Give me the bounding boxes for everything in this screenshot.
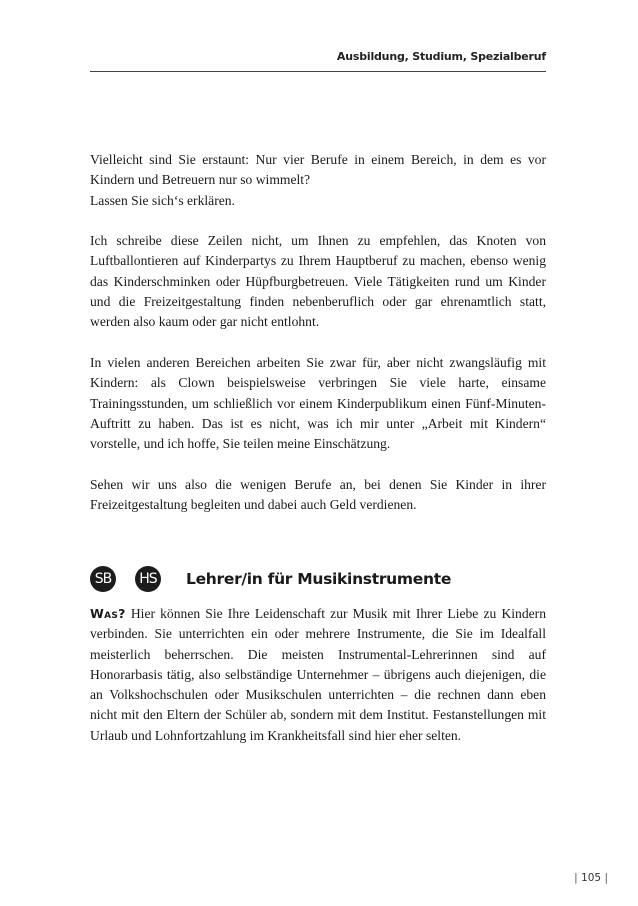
header-divider xyxy=(90,71,546,72)
intro-paragraph-4: Sehen wir uns also die wenigen Berufe an, bei denen Sie Kinder in ihrer Freizeitgestaltung begleiten und dabei auch Geld verdienen. xyxy=(90,476,546,513)
section-heading xyxy=(90,566,546,592)
hs-badge: HS xyxy=(135,566,161,592)
intro-paragraph-2: Ich schreibe diese Zeilen nicht, um Ihnen zu empfehlen, das Knoten von Luftballontieren auf Kinderpartys zu Ihrem Hauptberuf zu machen, ebenso wenig das Kinderschminken oder Hüpfburgbetreuen. Viele Tätigkeiten rund um Kinder und die Freizeitgestaltung finden nebenberuflich oder gar ehrenamtlich statt, werden also kaum oder gar nicht entlohnt. xyxy=(90,233,546,330)
sb-badge: SB xyxy=(90,566,116,592)
intro-sentence-1: Vielleicht sind Sie erstaunt: Nur vier Berufe in einem Bereich, in dem es vor Kindern und Betreuern nur so wimmelt? xyxy=(90,152,546,188)
intro-paragraph-1 xyxy=(90,150,546,211)
running-header: Ausbildung, Studium, Spezialberuf xyxy=(336,50,546,63)
intro-text xyxy=(90,150,546,536)
section-text xyxy=(90,604,546,746)
page-number-value: 105 xyxy=(581,872,602,884)
section-body: Hier können Sie Ihre Leidenschaft zur Musik mit Ihrer Liebe zu Kindern verbinden. Sie unterrichten ein oder mehrere Instrumente, die Sie im Idealfall meisterlich beherrschen. Die meisten Instrumental-Lehrerinnen sind auf Honorarbasis tätig, also selbständige Unternehmer – übrigens auch diejenigen, die an Volkshochschulen oder Musikschulen unterrichten – die rechnen dann eben nicht mit den Eltern der Schüler ab, sondern mit dem Institut. Festanstellungen mit Urlaub und Lohnfortzahlung im Krankheitsfall sind hier eher selten. xyxy=(90,606,546,743)
section-lead: Was? xyxy=(90,606,126,621)
page-number: | 105 | xyxy=(574,872,608,884)
paragraph-spacer xyxy=(90,211,546,231)
section-title: Lehrer/in für Musikinstrumente xyxy=(186,570,452,588)
intro-sentence-2: Lassen Sie sich‘s erklären. xyxy=(90,192,235,208)
intro-paragraph-3: In vielen anderen Bereichen arbeiten Sie zwar für, aber nicht zwangsläufig mit Kindern: als Clown beispielsweise verbringen Sie viele harte, einsame Trainingsstunden, um schließlich vor einem Kinderpublikum einen Fünf-Minuten-Auftritt zu haben. Das ist es nicht, was ich mir unter „Arbeit mit Kindern“ vorstelle, und ich hoffe, Sie teilen meine Einschätzung. xyxy=(90,354,546,452)
